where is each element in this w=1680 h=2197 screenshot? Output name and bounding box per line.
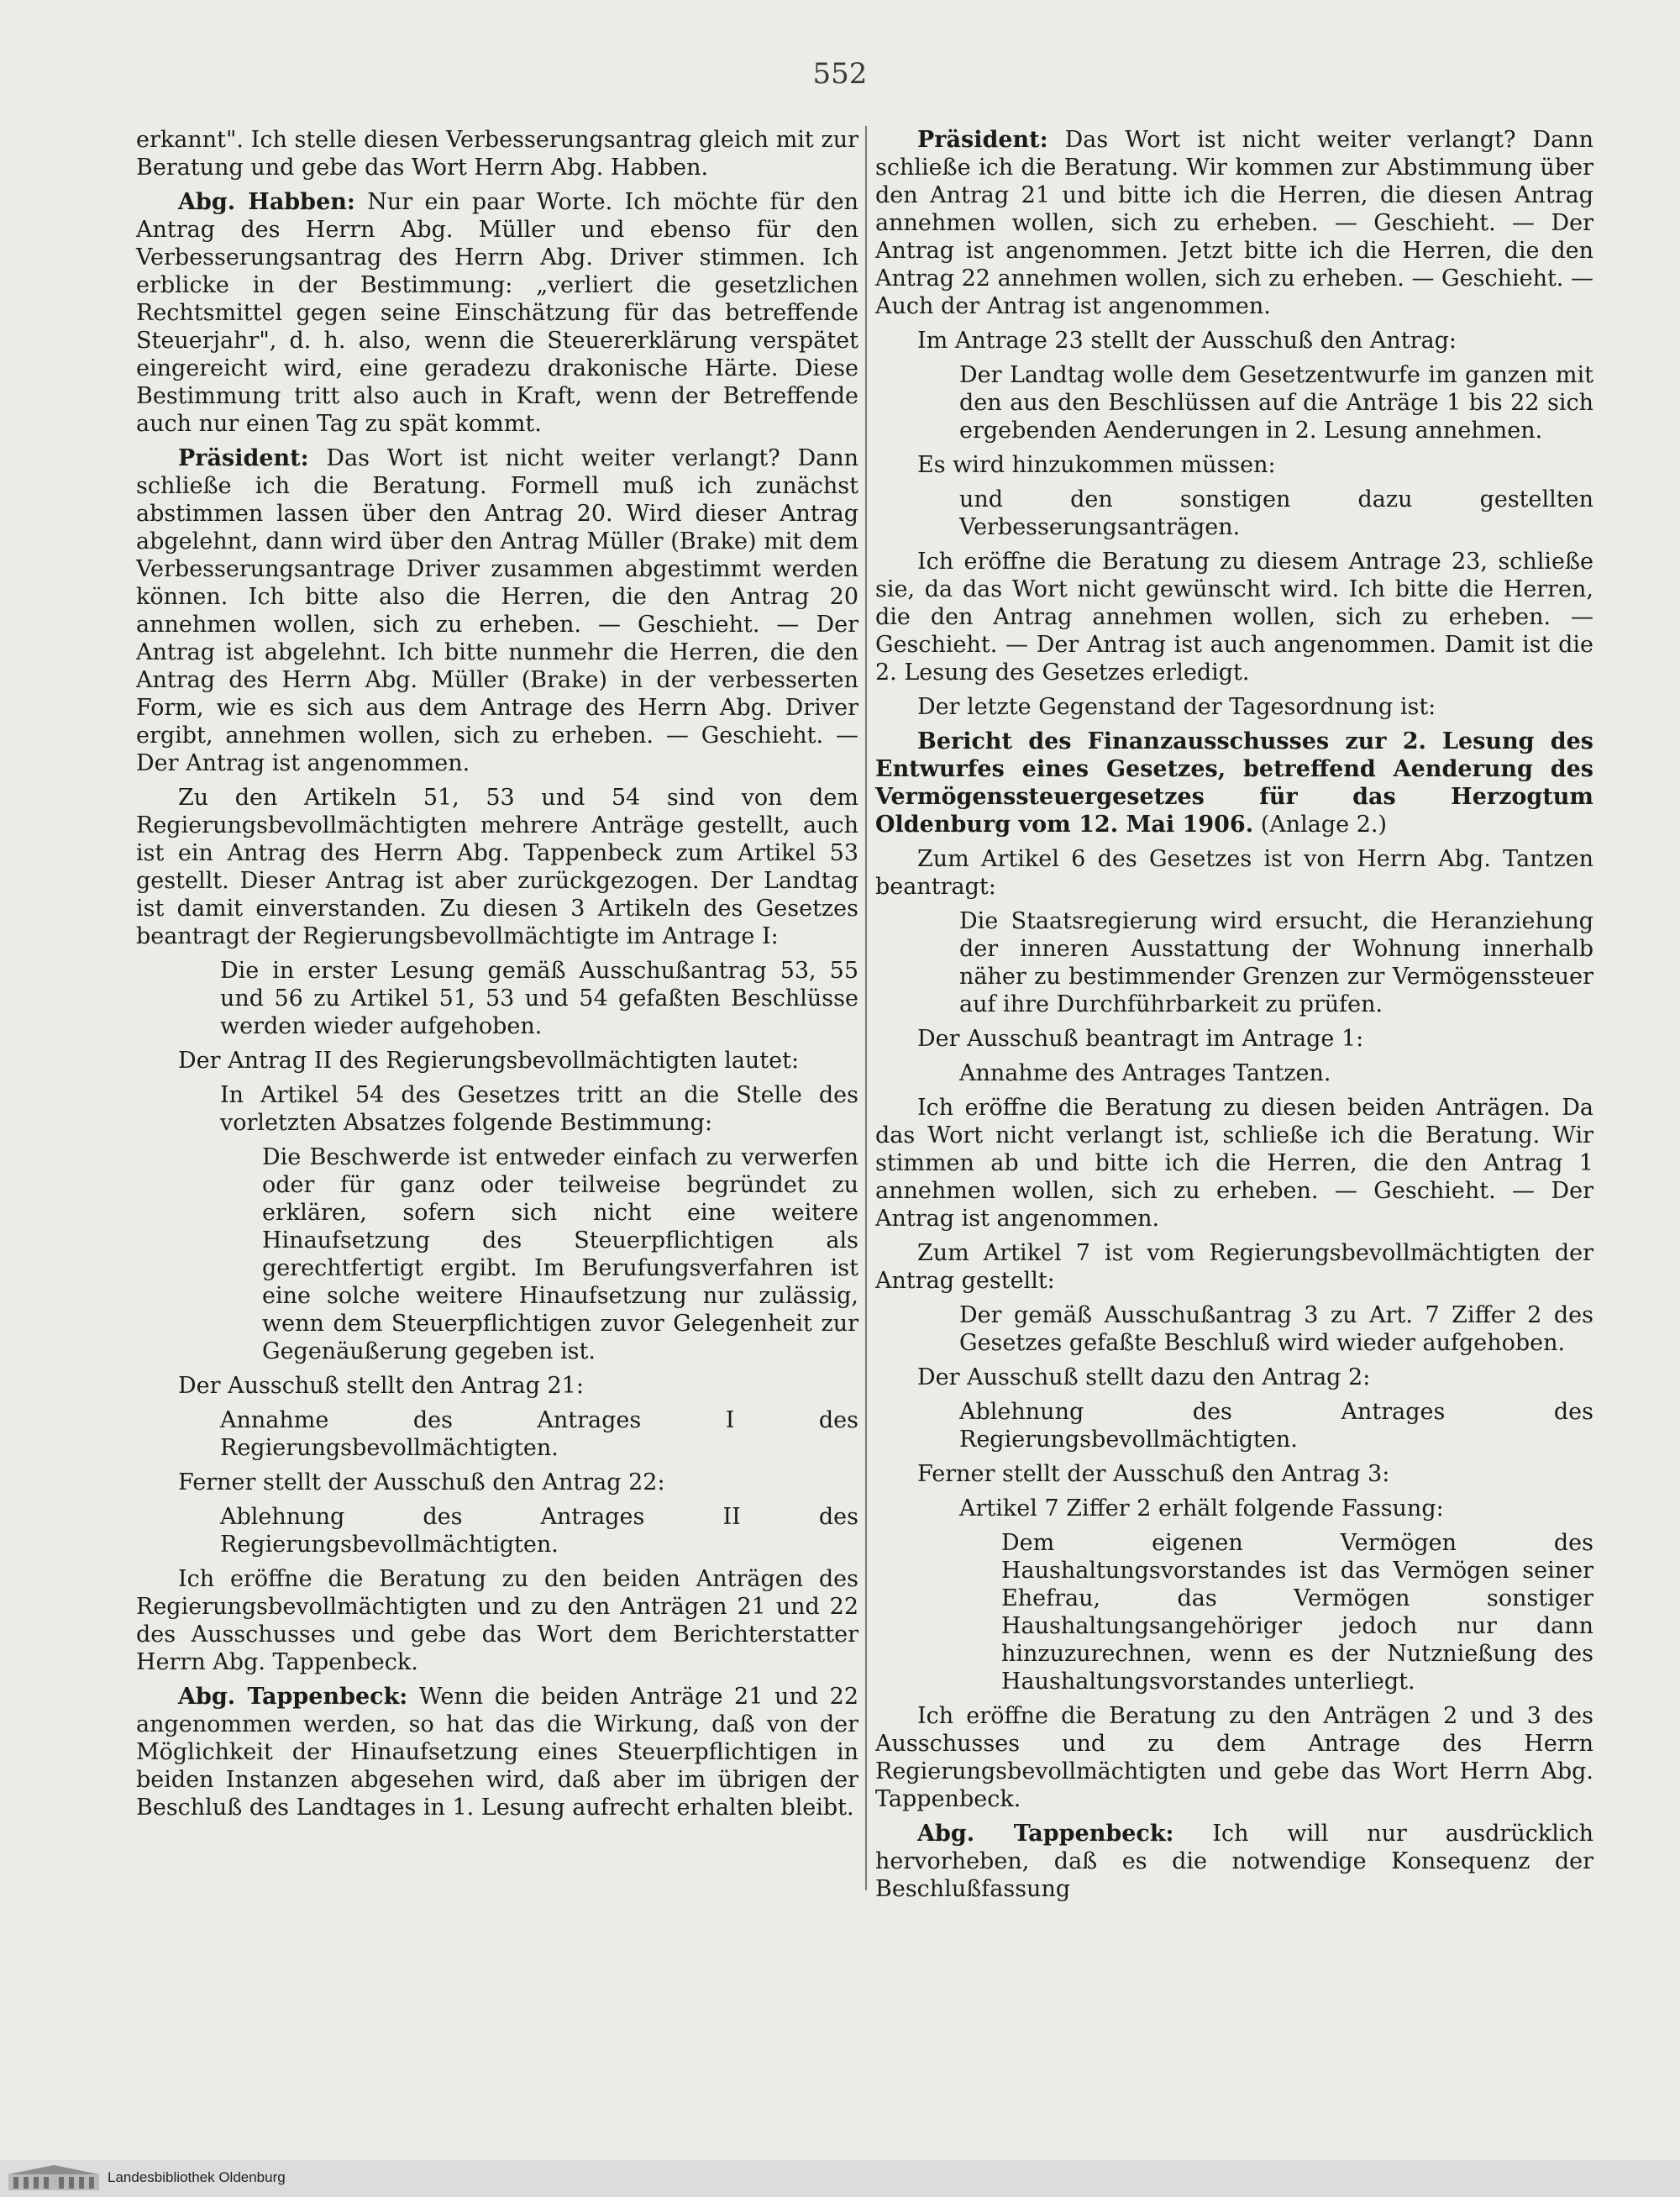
quoted-motion: Der gemäß Ausschußantrag 3 zu Art. 7 Ziffer 2 des Gesetzes gefaßte Beschluß wird wieder aufgehoben. <box>959 1302 1593 1356</box>
quoted-motion: Der Landtag wolle dem Gesetzentwurfe im ganzen mit den aus den Beschlüssen auf die Anträge 1 bis 22 sich ergebenden Aenderungen in 2. Lesung annehmen. <box>959 362 1593 444</box>
paragraph <box>875 126 1593 320</box>
speech-text: Das Wort ist nicht weiter verlangt? Dann schließe ich die Beratung. Wir kommen zur Abstimmung über den Antrag 21 und bitte ich die Herren, die diesen Antrag annehmen wollen, sich zu erheben. — Geschieht. — Der Antrag ist angenommen. Jetzt bitte ich die Herren, die den Antrag 22 annehmen wollen, sich zu erheben. — Geschieht. — Auch der Antrag ist angenommen. <box>875 127 1593 319</box>
paragraph <box>136 1683 858 1821</box>
quoted-motion: Annahme des Antrages Tantzen. <box>959 1060 1331 1086</box>
right-column <box>875 126 1593 1910</box>
annex-note: (Anlage 2.) <box>1253 812 1387 838</box>
paragraph: Ich eröffne die Beratung zu den Anträgen 2 und 3 des Ausschusses und zu dem Antrage des Herrn Regierungsbevollmächtigten und gebe das Wort Herrn Abg. Tappenbeck. <box>875 1703 1593 1812</box>
quoted-motion: Ablehnung des Antrages des Regierungsbevollmächtigten. <box>959 1399 1593 1453</box>
quoted-motion: und den sonstigen dazu gestellten Verbesserungsanträgen. <box>959 486 1593 540</box>
speaker-label: Abg. Tappenbeck: <box>917 1821 1174 1847</box>
footer-bar <box>0 2160 1680 2197</box>
paragraph: Zum Artikel 7 ist vom Regierungsbevollmächtigten der Antrag gestellt: <box>875 1240 1593 1294</box>
paragraph: Der letzte Gegenstand der Tagesordnung ist: <box>917 694 1436 720</box>
speaker-label: Präsident: <box>178 445 309 471</box>
library-name: Landesbibliothek Oldenburg <box>108 2169 286 2185</box>
paragraph: Ich eröffne die Beratung zu diesem Antrage 23, schließe sie, da das Wort nicht gewünscht wird. Ich bitte die Herren, die den Antrag annehmen wollen, sich zu erheben. — Geschieht. — Der Antrag ist auch angenommen. Damit ist die 2. Lesung des Gesetzes erledigt. <box>875 549 1593 686</box>
quoted-motion: Die in erster Lesung gemäß Ausschußantrag 53, 55 und 56 zu Artikel 51, 53 und 54 gefaßten Beschlüsse werden wieder aufgehoben. <box>220 958 858 1039</box>
speech-text: Das Wort ist nicht weiter verlangt? Dann schließe ich die Beratung. Formell muß ich zunächst abstimmen lassen über den Antrag 20. Wird dieser Antrag abgelehnt, dann wird über den Antrag Müller (Brake) mit dem Verbesserungsantrage Driver zusammen abgestimmt werden können. Ich bitte also die Herren, die den Antrag 20 annehmen wollen, sich zu erheben. — Geschieht. — Der Antrag ist abgelehnt. Ich bitte nunmehr die Herren, die den Antrag des Herrn Abg. Müller (Brake) in der verbesserten Form, wie es sich aus dem Antrage des Herrn Abg. Driver ergibt, annehmen wollen, sich zu erheben. — Geschieht. — Der Antrag ist angenommen. <box>136 445 858 776</box>
agenda-heading <box>875 728 1593 838</box>
column-divider <box>865 126 867 1890</box>
paragraph: Der Ausschuß beantragt im Antrage 1: <box>917 1026 1364 1052</box>
paragraph: Ferner stellt der Ausschuß den Antrag 22: <box>178 1469 665 1495</box>
paragraph: Ich eröffne die Beratung zu diesen beiden Anträgen. Da das Wort nicht verlangt ist, schließe ich die Beratung. Wir stimmen ab und bitte ich die Herren, die den Antrag 1 annehmen wollen, sich zu erheben. — Geschieht. — Der Antrag ist angenommen. <box>875 1095 1593 1232</box>
speech-text: Ich will nur ausdrücklich hervorheben, daß es die notwendige Konsequenz der Beschlußfassung <box>875 1821 1593 1902</box>
quoted-motion: Artikel 7 Ziffer 2 erhält folgende Fassung: <box>959 1495 1444 1522</box>
quoted-provision: Die Beschwerde ist entweder einfach zu verwerfen oder für ganz oder teilweise begründet zu erklären, sofern sich nicht eine weitere Hinaufsetzung des Steuerpflichtigen als gerechtfertigt ergibt. Im Berufungsverfahren ist eine solche weitere Hinaufsetzung nur zulässig, wenn dem Steuerpflichtigen zuvor Gelegenheit zur Gegenäußerung gegeben ist. <box>262 1144 858 1364</box>
library-building-icon <box>7 2163 101 2192</box>
quoted-motion: In Artikel 54 des Gesetzes tritt an die Stelle des vorletzten Absatzes folgende Bestimmung: <box>220 1082 858 1136</box>
agenda-title: Bericht des Finanzausschusses zur 2. Lesung des Entwurfes eines Gesetzes, betreffend Aenderung des Vermögenssteuergesetzes für das Herzogtum Oldenburg vom 12. Mai 1906. <box>875 728 1593 838</box>
page-number: 552 <box>812 57 868 91</box>
paragraph: Ich eröffne die Beratung zu den beiden Anträgen des Regierungsbevollmächtigten und zu den Anträgen 21 und 22 des Ausschusses und gebe das Wort dem Berichterstatter Herrn Abg. Tappenbeck. <box>136 1566 858 1675</box>
quoted-motion: Ablehnung des Antrages II des Regierungsbevollmächtigten. <box>220 1504 858 1558</box>
paragraph: Der Ausschuß stellt dazu den Antrag 2: <box>917 1364 1371 1390</box>
paragraph: Zum Artikel 6 des Gesetzes ist von Herrn Abg. Tantzen beantragt: <box>875 846 1593 900</box>
paragraph: Zu den Artikeln 51, 53 und 54 sind von dem Regierungsbevollmächtigten mehrere Anträge gestellt, auch ist ein Antrag des Herrn Abg. Tappenbeck zum Artikel 53 gestellt. Dieser Antrag ist aber zurückgezogen. Der Landtag ist damit einverstanden. Zu diesen 3 Artikeln des Gesetzes beantragt der Regierungsbevollmächtigte im Antrage I: <box>136 785 858 949</box>
speech-text: Nur ein paar Worte. Ich möchte für den Antrag des Herrn Abg. Müller und ebenso für den Verbesserungsantrag des Herrn Abg. Driver stimmen. Ich erblicke in der Bestimmung: „verliert die gesetzlichen Rechtsmittel gegen seine Einschätzung für das betreffende Steuerjahr", d. h. also, wenn die Steuererklärung verspätet eingereicht wird, eine geradezu drakonische Härte. Diese Bestimmung tritt also auch in Kraft, wenn der Betreffende auch nur einen Tag zu spät kommt. <box>136 189 858 437</box>
quoted-motion: Annahme des Antrages I des Regierungsbevollmächtigten. <box>220 1407 858 1461</box>
paragraph <box>136 188 858 438</box>
paragraph <box>875 1820 1593 1903</box>
speech-text: Wenn die beiden Anträge 21 und 22 angenommen werden, so hat das die Wirkung, daß von der Möglichkeit der Hinaufsetzung eines Steuerpflichtigen in beiden Instanzen abgesehen wird, daß aber im übrigen der Beschluß des Landtages in 1. Lesung aufrecht erhalten bleibt. <box>136 1684 858 1821</box>
paragraph: erkannt". Ich stelle diesen Verbesserungsantrag gleich mit zur Beratung und gebe das Wort Herrn Abg. Habben. <box>136 127 858 181</box>
paragraph: Im Antrage 23 stellt der Ausschuß den Antrag: <box>917 328 1457 354</box>
paragraph: Ferner stellt der Ausschuß den Antrag 3: <box>917 1461 1390 1487</box>
speaker-label: Abg. Habben: <box>178 189 355 215</box>
paragraph: Der Antrag II des Regierungsbevollmächtigten lautet: <box>178 1048 800 1074</box>
quoted-provision: Dem eigenen Vermögen des Haushaltungsvorstandes ist das Vermögen seiner Ehefrau, das Vermögen sonstiger Haushaltungsangehöriger jedoch nur dann hinzuzurechnen, wenn es der Nutznießung des Haushaltungsvorstandes unterliegt. <box>1001 1530 1593 1695</box>
left-column <box>136 126 858 1828</box>
speaker-label: Abg. Tappenbeck: <box>178 1684 408 1710</box>
paragraph <box>136 444 858 777</box>
paragraph: Es wird hinzukommen müssen: <box>917 452 1276 478</box>
speaker-label: Präsident: <box>917 127 1048 153</box>
paragraph: Der Ausschuß stellt den Antrag 21: <box>178 1373 584 1399</box>
quoted-motion: Die Staatsregierung wird ersucht, die Heranziehung der inneren Ausstattung der Wohnung innerhalb näher zu bestimmender Grenzen zur Vermögenssteuer auf ihre Durchführbarkeit zu prüfen. <box>959 908 1593 1017</box>
